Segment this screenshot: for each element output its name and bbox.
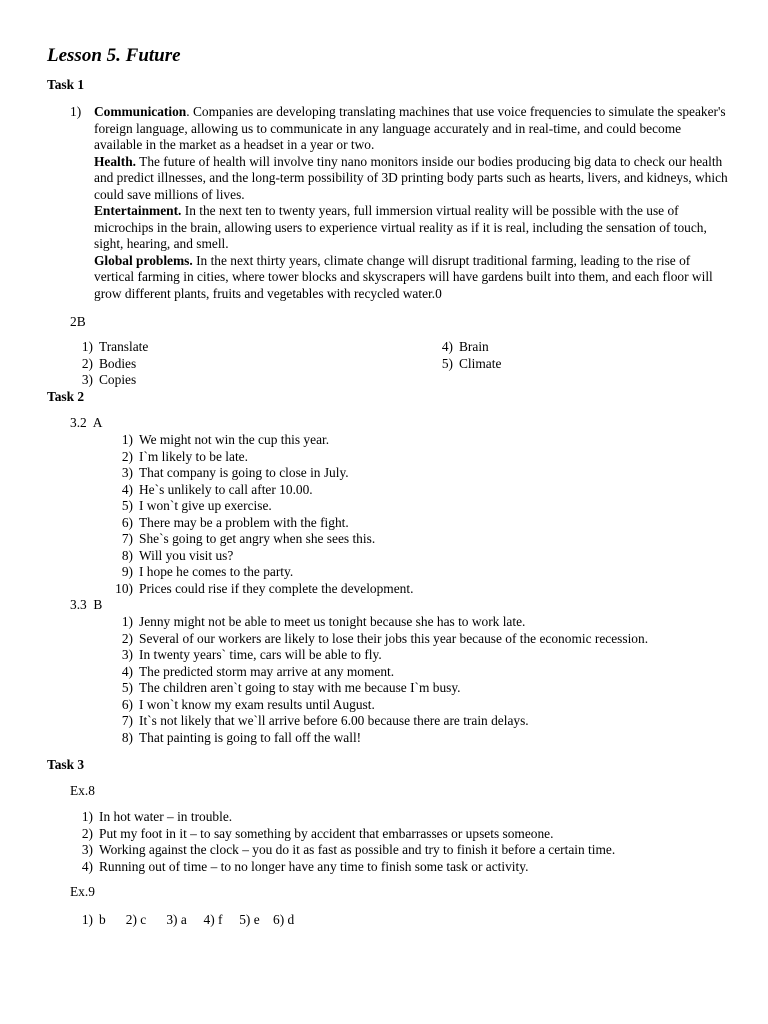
- list-item: 8) Will you visit us?: [121, 547, 234, 563]
- task2-list-b: [92, 614, 648, 746]
- paragraph-entertainment: [94, 203, 730, 253]
- ex9-answer-text: b 2) c 3) a 4) f 5) e 6) d: [99, 912, 295, 927]
- paragraph-term: Health.: [94, 153, 137, 169]
- list-item: 2) Several of our workers are likely to lose their jobs this year because of the economic recession.: [121, 630, 649, 646]
- paragraph-text: The future of health will involve tiny nano monitors inside our bodies producing big data to check our health and predict illnesses, and the long-term possibility of 3D printing body parts such as hearts, livers, and kidneys, which could save millions of lives.: [94, 153, 728, 202]
- list-item: 5) Climate: [441, 355, 502, 371]
- task3-ex8-list: [54, 809, 615, 875]
- paragraph-text: In the next ten to twenty years, full immersion virtual reality will be possible with the use of microchips in the brain, allowing users to experience virtual reality as if it is real, including the sensation of touch, sight, hearing, and smell.: [94, 203, 707, 251]
- task3-ex9-label: Ex.9: [70, 884, 95, 899]
- task2-subheading-b: 3.3 B: [70, 597, 103, 612]
- list-item: 4) Brain: [441, 339, 489, 354]
- task1-word-list-right: [414, 339, 501, 372]
- list-item: 3) Copies: [81, 372, 137, 387]
- list-item: 3) Working against the clock – you do it as fast as possible and try to finish it before a certain time.: [81, 842, 616, 857]
- paragraph-communication: [94, 104, 730, 154]
- list-item: 6) I won`t know my exam results until August.: [121, 696, 375, 712]
- task1-item-number: 1): [70, 104, 82, 119]
- list-item: 4) He`s unlikely to call after 10.00.: [121, 481, 313, 497]
- task3-ex8-label: Ex.8: [70, 783, 95, 798]
- list-item: 1) Jenny might not be able to meet us tonight because she has to work late.: [121, 614, 526, 629]
- task3-heading: Task 3: [47, 757, 85, 772]
- list-item: 2) Put my foot in it – to say something by accident that embarrasses or upsets someone.: [81, 825, 554, 841]
- list-item: 2) I`m likely to be late.: [121, 448, 248, 464]
- list-item: 5) The children aren`t going to stay with me because I`m busy.: [121, 680, 461, 695]
- list-item: 8) That painting is going to fall off the wall!: [121, 729, 362, 745]
- task3-ex9-answers: [54, 912, 294, 929]
- task2-subheading-a: 3.2 A: [70, 415, 103, 430]
- list-item: 7) It`s not likely that we`ll arrive before 6.00 because there are train delays.: [121, 713, 529, 728]
- task2-list-a: [92, 432, 413, 597]
- paragraph-text: . Companies are developing translating machines that use voice frequencies to simulate the speaker's foreign language, allowing us to communicate in any language accurately and in real-time, and could become available in the market as a headset in a year or two.: [94, 104, 726, 152]
- ex9-number: 1): [81, 912, 93, 927]
- task1-heading: Task 1: [47, 77, 85, 92]
- lesson-title: Lesson 5. Future: [47, 45, 181, 66]
- paragraph-term: Communication: [94, 104, 187, 119]
- paragraph-term: Entertainment.: [94, 203, 182, 218]
- list-item: 9) I hope he comes to the party.: [121, 564, 294, 579]
- task1-answer-paragraphs: [70, 104, 730, 302]
- task1-item-1: [70, 104, 730, 302]
- list-item: 1) Translate: [81, 339, 149, 354]
- list-item: 3) That company is going to close in July.: [121, 465, 349, 480]
- list-item: 5) I won`t give up exercise.: [121, 498, 272, 513]
- task1-word-list-left: [54, 339, 148, 389]
- list-item: 4) The predicted storm may arrive at any moment.: [121, 663, 395, 679]
- list-item: 3) In twenty years` time, cars will be able to fly.: [121, 647, 382, 662]
- list-item: 7) She`s going to get angry when she sees this.: [121, 531, 376, 546]
- paragraph-term: Global problems.: [94, 252, 193, 268]
- list-item: 6) There may be a problem with the fight.: [121, 514, 349, 530]
- task2-heading: Task 2: [47, 389, 85, 404]
- list-item: 10) Prices could rise if they complete the development.: [115, 580, 414, 596]
- paragraph-text: In the next thirty years, climate change will disrupt traditional farming, leading to the rise of vertical farming in cities, where tower blocks and skyscrapers will have gardens built into them, and each floor will grow different plants, fruits and vegetables with recycled water.0: [94, 252, 713, 301]
- list-item: 2) Bodies: [81, 355, 137, 371]
- list-item: 1) In hot water – in trouble.: [81, 809, 233, 824]
- paragraph-global-problems: [94, 253, 730, 303]
- list-item: 4) Running out of time – to no longer have any time to finish some task or activity.: [81, 858, 529, 874]
- list-item: 1) We might not win the cup this year.: [121, 432, 330, 447]
- task1-subheading-2b: 2B: [70, 314, 86, 329]
- paragraph-health: [94, 154, 730, 204]
